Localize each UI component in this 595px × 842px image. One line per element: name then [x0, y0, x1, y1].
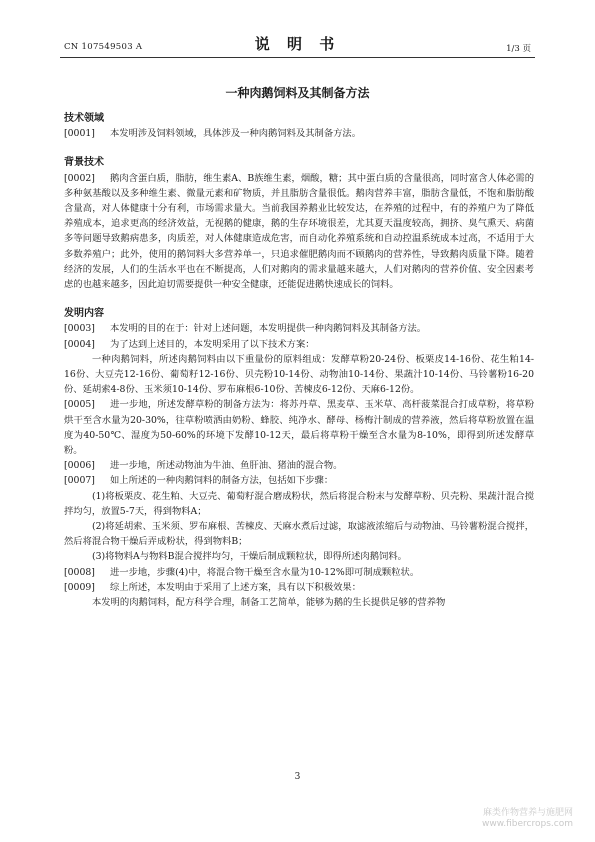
paragraph-0009-continuation: 本发明的肉鹅饲料，配方科学合理，制备工艺简单，能够为鹅的生长提供足够的营养物: [92, 597, 446, 609]
paragraph-0002: [64, 171, 534, 293]
paragraph-text: 进一步地，所述动物油为牛油、鱼肝油、猪油的混合物。: [110, 460, 343, 472]
paragraph-0004-continuation: 一种肉鹅饲料，所述肉鹅饲料由以下重量份的原料组成：发酵草粉20-24份、板栗皮14-16份、花生粕14-16份、大豆壳12-16份、葡萄籽12-16份、贝壳粉10-14份、动物油10-14份、果蔬汁10-14份、马铃薯粉16-20份、延胡索4-8份、玉米须10-14份、罗布麻根6-10份、苦楝皮6-12份、天麻6-12份。: [64, 353, 534, 396]
paragraph-text: 综上所述，本发明由于采用了上述方案，具有以下积极效果：: [110, 581, 362, 593]
paragraph-0006: [64, 458, 534, 473]
paragraph-number: [0003]: [64, 323, 95, 335]
watermark-url: www.fibercrops.com: [482, 819, 573, 829]
paragraph-text: 如上所述的一种肉鹅饲料的制备方法，包括如下步骤：: [110, 475, 334, 487]
site-watermark: [482, 808, 573, 830]
paragraph-text: 本发明的目的在于：针对上述问题，本发明提供一种肉鹅饲料及其制备方法。: [110, 323, 427, 335]
paragraph-0005: [64, 397, 534, 458]
document-type: 说 明 书: [254, 35, 341, 53]
step-2: (2)将延胡索、玉米须、罗布麻根、苦楝皮、天麻水煮后过滤，取滤液浓缩后与动物油、马铃薯粉混合搅拌，然后将混合物干燥后弄成粉状，得到物料B；: [64, 521, 534, 548]
patent-number: CN 107549503 A: [64, 42, 143, 52]
paragraph-number: [0006]: [64, 460, 95, 472]
page-number: 3: [294, 772, 301, 782]
paragraph-text: 本发明涉及饲料领域，具体涉及一种肉鹅饲料及其制备方法。: [110, 128, 362, 140]
paragraph-0004: [64, 337, 534, 352]
paragraph-text: 进一步地，所述发酵草粉的制备方法为：将苏丹草、黑麦草、玉米草、高杆菠菜混合打成草粉，将草粉烘干至含水量为20-30%，往草粉喷洒由奶粉、蜂胶、纯净水、酵母、杨梅汁制成的营养液，然后将草粉放置在温度为40-50℃、湿度为50-60%的环境下发酵10-12天，最后将草粉干燥至含水量为8-10%，即得到所述发酵草粉。: [64, 399, 534, 457]
watermark-site-name: 麻类作物营养与施肥网: [482, 808, 573, 818]
paragraph-number: [0005]: [64, 399, 95, 411]
document-body: [64, 111, 534, 610]
paragraph-number: [0004]: [64, 338, 95, 350]
paragraph-0009: [64, 580, 534, 595]
document-title: 一种肉鹅饲料及其制备方法: [225, 86, 370, 100]
paragraph-0003: [64, 321, 534, 336]
paragraph-text: 为了达到上述目的，本发明采用了以下技术方案：: [110, 338, 315, 350]
paragraph-number: [0007]: [64, 475, 95, 487]
paragraph-text: 鹅肉含蛋白质，脂肪，维生素A、B族维生素，烟酸，糖；其中蛋白质的含量很高，同时富含人体必需的多种氨基酸以及多种维生素、微量元素和矿物质，并且脂肪含量很低。鹅肉营养丰富，脂肪含量低，不饱和脂肪酸含量高，对人体健康十分有利，市场需求量大。当前我国养鹅业比较发达，在养殖的过程中，有的养殖户为了降低养殖成本，追求更高的经济效益，无视鹅的健康，鹅的生存环境很差，尤其夏天温度较高，拥挤、臭气熏天、病菌多等问题导致鹅病患多，肉质差，对人体健康造成危害，而自动化养殖系统和自动控温系统成本过高，不适用于大多数养殖户；此外，使用的鹅饲料大多营养单一，只追求催肥鹅肉而不顾鹅肉的营养性，导致鹅肉质量下降。随着经济的发展，人们的生活水平也在不断提高，人们对鹅肉的需求量越来越大，人们对鹅肉的营养价值、安全因素考虑的也越来越多，因此迫切需要提供一种安全健康，还能促进鹅快速成长的饲料。: [64, 172, 534, 291]
paragraph-number: [0009]: [64, 581, 95, 593]
paragraph-number: [0002]: [64, 172, 95, 184]
paragraph-0008: [64, 565, 534, 580]
paragraph-number: [0001]: [64, 128, 95, 140]
section-heading-tech-field: 技术领域: [64, 113, 104, 124]
step-3: (3)将物料A与物料B混合搅拌均匀，干燥后制成颗粒状，即得所述肉鹅饲料。: [92, 551, 407, 563]
section-heading-background: 背景技术: [64, 157, 104, 169]
paragraph-number: [0008]: [64, 566, 95, 578]
page-header: [0, 0, 595, 60]
section-heading-invention: 发明内容: [64, 308, 104, 320]
page-indicator: 1/3 页: [506, 44, 531, 54]
step-1: (1)将板栗皮、花生粕、大豆壳、葡萄籽混合磨成粉状，然后将混合粉末与发酵草粉、贝壳粉、果蔬汁混合搅拌均匀，放置5-7天，得到物料A；: [64, 490, 534, 517]
paragraph-text: 进一步地，步骤(4)中，将混合物干燥至含水量为10-12%即可制成颗粒状。: [110, 566, 420, 578]
header-divider: [60, 57, 535, 58]
paragraph-0007: [64, 473, 534, 488]
paragraph-0001: [64, 126, 534, 141]
